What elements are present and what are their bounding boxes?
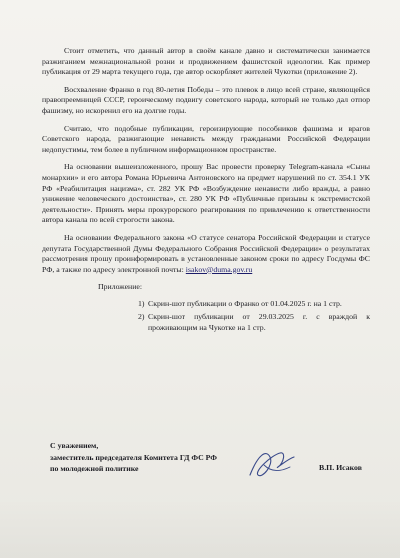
attachments-list [138, 299, 370, 334]
paragraph-text: Считаю, что подобные публикации, героизирующие пособников фашизма и врагов Советского народа, разжигающие ненависть между гражданами Российской Федерации недопустимы, тем более в публичном информационном пространстве. [42, 123, 370, 154]
attachment-text: Скрин-шот публикации от 29.03.2025 г. с враждой к проживающим на Чукотке на 1 стр. [148, 312, 370, 333]
paragraph-text: На основании вышеизложенного, прошу Вас провести проверку Telegram-канала «Сыны монархии» и его автора Романа Юрьевича Антоновского на предмет нарушений по ст. 354.1 УК РФ «Реабилитация нацизма», ст. 282 УК РФ «Возбуждение ненависти либо вражды, а равно унижение человеческого достоинства», ст. 280 УК РФ «Публичные призывы к экстремистской деятельности». Принять меры прокурорского реагирования по привлечению к ответственности автора канала по всей строгости закона. [42, 162, 370, 225]
paragraph-text: Восхваление Франко в год 80-летия Победы – это плевок в лицо всей стране, являющейся правопреемницей СССР, героическому подвигу советского народа, который не только дал отпор фашизму, но искоренил его на долгие годы. [42, 84, 370, 115]
signer-committee: по молодежной политике [50, 464, 139, 473]
paragraph-request [42, 162, 370, 226]
scan-shadow [0, 498, 400, 558]
paragraph-legal-basis [42, 233, 370, 275]
attachment-number: 2) [138, 312, 145, 322]
paragraph-author-activity [42, 46, 370, 78]
closing-line: С уважением, [50, 441, 99, 450]
paragraph-text: Стоит отметить, что данный автор в своём канале давно и систематически занимается разжиганием межнациональной розни и продвижением фашистской идеологии. Как пример публикация от 29 марта текущего года, где автор оскорбляет жителей Чукотки (приложение 2). [42, 46, 370, 77]
attachment-item [138, 299, 370, 310]
letter-body [42, 46, 370, 337]
attachment-item [138, 312, 370, 333]
email-link[interactable]: isakov@duma.gov.ru [185, 264, 253, 274]
paragraph-text: На основании Федерального закона «О статусе сенатора Российской Федерации и статусе депутата Государственной Думы Федерального Собрания Российской Федерации» о результатах рассмотрения прошу проинформировать в установленные законом сроки по адресу Госдумы ФС РФ, а также по адресу электронной почты: [42, 232, 370, 274]
attachment-number: 1) [138, 298, 145, 308]
handwritten-signature-icon [244, 445, 300, 485]
signature-title-block [50, 440, 217, 475]
signer-position: заместитель председателя Комитета ГД ФС РФ [50, 452, 218, 462]
signer-name: В.П. Исаков [319, 463, 362, 472]
paragraph-opinion [42, 124, 370, 156]
attachments-heading: Приложение: [98, 282, 143, 292]
attachment-text: Скрин-шот публикации о Франко от 01.04.2025 г. на 1 стр. [148, 298, 342, 308]
paragraph-franco [42, 85, 370, 117]
